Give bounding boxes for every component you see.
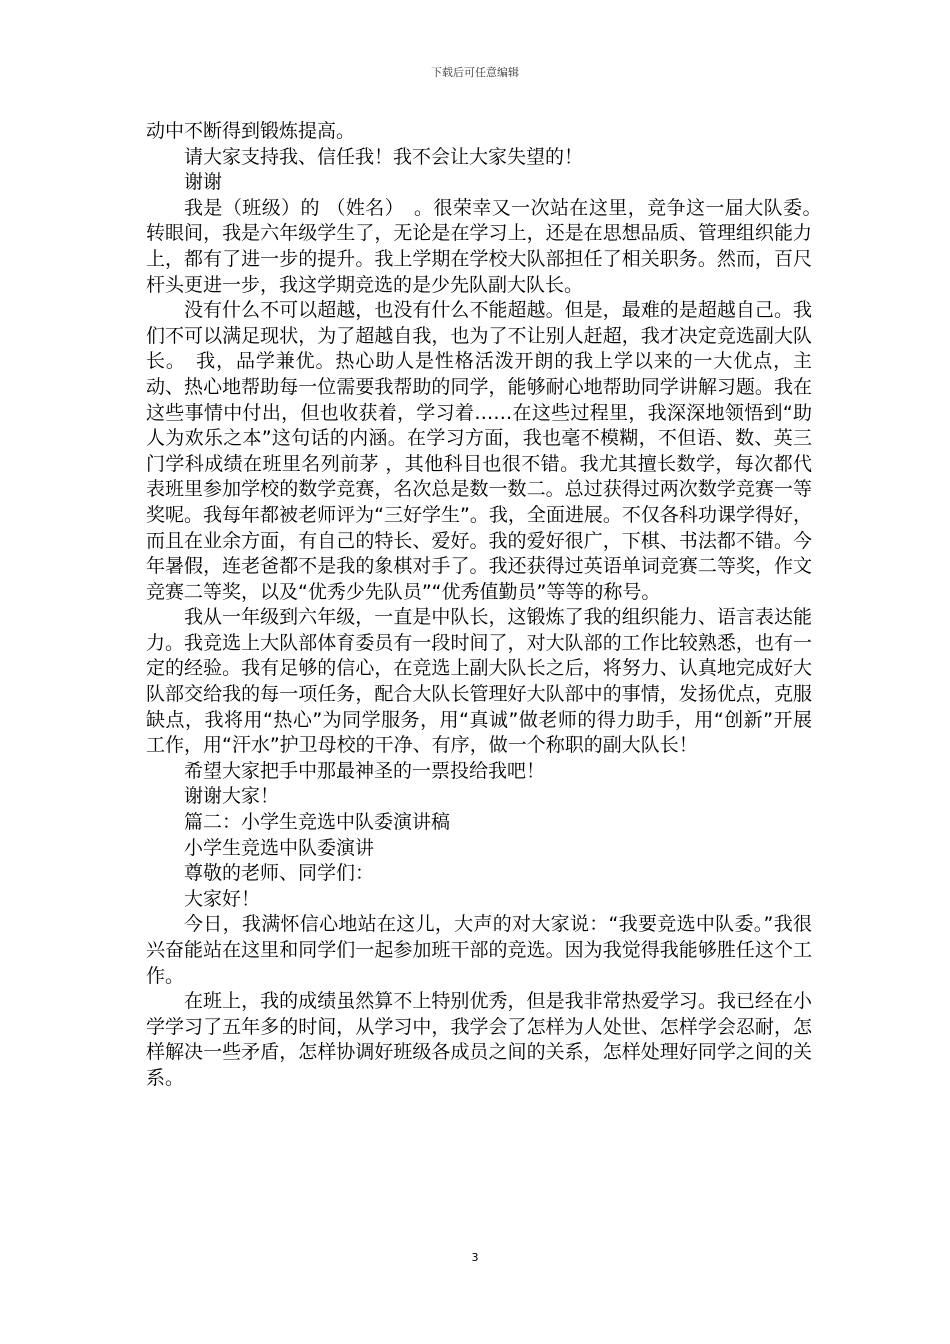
page-number: 3 xyxy=(471,1251,479,1264)
paragraph: 请大家支持我、信任我！我不会让大家失望的！ xyxy=(184,145,584,168)
paragraph: 我从一年级到六年级，一直是中队长，这锻炼了我的组织能力、语言表达能力。我竞选上大队部体育委员有一段时间了，对大队部的工作比较熟悉，也有一定的经验。我有足够的信心，在竞选上副大队长之后，将努力、认真地完成好大队部交给我的每一项任务，配合大队长管理好大队部中的事情，发扬优点，克服缺点，我将用“热心”为同学服务，用“真诚”做老师的得力助手，用“创新”开展工作，用“汗水”护卫母校的干净、有序，做一个称职的副大队长！ xyxy=(146,606,812,757)
paragraph: 动中不断得到锻炼提高。 xyxy=(146,120,356,142)
paragraph: 今日，我满怀信心地站在这儿，大声的对大家说：“我要竞选中队委。”我很兴奋能站在这里和同学们一起参加班干部的竞选。因为我觉得我能够胜任这个工作。 xyxy=(146,913,812,987)
salutation: 尊敬的老师、同学们： xyxy=(184,862,375,885)
paragraph: 希望大家把手中那最神圣的一票投给我吧！ xyxy=(184,759,546,782)
paragraph: 没有什么不可以超越，也没有什么不能超越。但是，最难的是超越自己。我们不可以满足现状，为了超越自我，也为了不让别人赶超，我才决定竞选副大队长。 我，品学兼优。热心助人是性格活泼开朗的我上学以来的一大优点，主动、热心地帮助每一位需要我帮助的同学，能够耐心地帮助同学讲解习题。我在这些事情中付出，但也收获着，学习着……在这些过程里，我深深地领悟到“助人为欢乐之本”这句话的内涵。在学习方面，我也毫不模糊，不但语、数、英三门学科成绩在班里名列前茅 ，其他科目也很不错。我尤其擅长数学，每次都代表班里参加学校的数学竞赛，名次总是数一数二。总过获得过两次数学竞赛一等奖呢。我每年都被老师评为“三好学生”。我，全面进展。不仅各科功课学得好，而且在业余方面，有自己的特长、爱好。我的爱好很广，下棋、书法都不错。今年暑假，连老爸都不是我的象棋对手了。我还获得过英语单词竞赛二等奖，作文竞赛二等奖，以及“优秀少先队员”“优秀值勤员”等等的称号。 xyxy=(146,299,812,603)
paragraph: 谢谢大家！ xyxy=(184,785,280,808)
speech-title: 小学生竞选中队委演讲 xyxy=(184,836,375,859)
section-heading: 篇二：小学生竞选中队委演讲稿 xyxy=(184,811,451,834)
page-header: 下载后可任意编辑 xyxy=(431,66,519,79)
paragraph: 谢谢 xyxy=(184,171,223,194)
document-body xyxy=(146,119,832,1092)
paragraph: 在班上，我的成绩虽然算不上特别优秀，但是我非常热爱学习。我已经在小学学习了五年多的时间，从学习中，我学会了怎样为人处世、怎样学会忍耐，怎样解决一些矛盾，怎样协调好班级各成员之间的关系，怎样处理好同学之间的关系。 xyxy=(146,990,812,1089)
paragraph: 我是（班级）的 （姓名） 。很荣幸又一次站在这里，竞争这一届大队委。 转眼间，我是六年级学生了，无论是在学习上，还是在思想品质、管理组织能力上，都有了进一步的提升。我上学期在学校大队部担任了相关职务。然而，百尺杆头更进一步，我这学期竞选的是少先队副大队长。 xyxy=(146,196,832,296)
greeting: 大家好！ xyxy=(184,887,261,910)
